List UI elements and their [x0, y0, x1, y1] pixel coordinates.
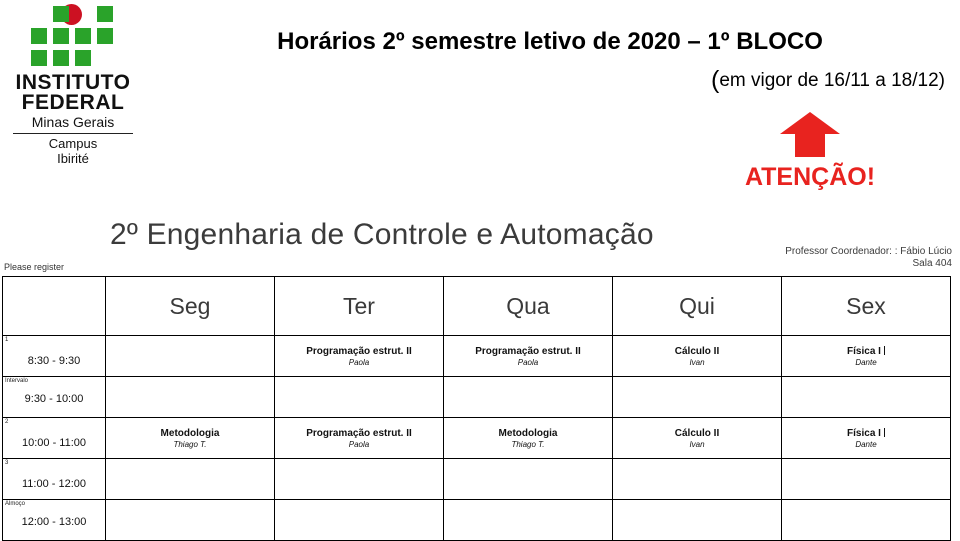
- register-note: Please register: [4, 262, 65, 272]
- class-subject: Metodologia: [160, 427, 220, 439]
- class-cell: [782, 418, 951, 459]
- logo-square-icon: [75, 50, 91, 66]
- class-cell: [106, 418, 275, 459]
- timeslot-index: 1: [5, 337, 9, 343]
- class-cell: [106, 336, 275, 377]
- class-cell: [613, 418, 782, 459]
- logo-square-icon: [53, 50, 69, 66]
- timeslot-label: 12:00 - 13:00: [21, 515, 87, 528]
- class-subject: Metodologia: [498, 427, 558, 439]
- class-cell: [782, 336, 951, 377]
- class-cell: [275, 336, 444, 377]
- class-cell: [106, 377, 275, 418]
- class-cell: [106, 500, 275, 541]
- logo-campus-label: Campus: [48, 136, 98, 151]
- class-cell: [613, 336, 782, 377]
- timeslot-index: 2: [5, 419, 9, 425]
- up-arrow-icon: [778, 110, 842, 158]
- timeslot-cell: [3, 418, 106, 459]
- class-cell: [444, 500, 613, 541]
- class-cell: [782, 459, 951, 500]
- timeslot-label: 10:00 - 11:00: [21, 436, 86, 449]
- page-title: Horários 2º semestre letivo de 2020 – 1º BLOCO: [277, 28, 823, 55]
- timetable: [2, 276, 951, 541]
- class-cell: [275, 418, 444, 459]
- class-cell: [275, 459, 444, 500]
- class-subject: Programação estrut. II: [306, 427, 412, 439]
- timetable-header-time: [3, 277, 106, 336]
- class-subject: Física I: [782, 346, 950, 358]
- class-professor: Ivan: [689, 357, 705, 367]
- coordinator-room: Sala 404: [912, 258, 952, 269]
- timeslot-cell: [3, 500, 106, 541]
- class-professor: Thiago T.: [511, 439, 545, 449]
- timeslot-index: Intervalo: [5, 378, 29, 384]
- table-row: [3, 500, 951, 541]
- class-professor: Ivan: [689, 439, 705, 449]
- logo-campus: [8, 136, 138, 166]
- logo-square-icon: [53, 6, 69, 22]
- page-subtitle: [150, 66, 945, 95]
- class-professor: Dante: [855, 357, 877, 367]
- logo-mark-icon: [31, 4, 115, 70]
- class-subject: Cálculo II: [674, 345, 720, 357]
- timeslot-index: Almoço: [5, 501, 26, 507]
- logo-campus-name: Ibirité: [57, 151, 89, 166]
- institution-logo: [8, 4, 138, 166]
- coordinator-name: Professor Coordenador: : Fábio Lúcio: [785, 246, 952, 257]
- timeslot-cell: [3, 377, 106, 418]
- class-cell: [782, 377, 951, 418]
- class-professor: Paola: [348, 439, 370, 449]
- table-row: [3, 377, 951, 418]
- class-cell: [613, 500, 782, 541]
- timetable-header-seg: Seg: [106, 277, 275, 336]
- timeslot-cell: [3, 459, 106, 500]
- table-row: [3, 336, 951, 377]
- class-subject: Cálculo II: [674, 427, 720, 439]
- logo-line1: INSTITUTO: [15, 71, 131, 94]
- course-coordinator: [785, 246, 952, 270]
- class-cell: [613, 377, 782, 418]
- class-cell: [613, 459, 782, 500]
- timetable-header-row: [3, 277, 951, 336]
- logo-institute-name: [8, 73, 138, 113]
- subtitle-text: em vigor de 16/11 a 18/12): [719, 70, 945, 91]
- logo-line2: FEDERAL: [21, 91, 125, 114]
- class-cell: [782, 500, 951, 541]
- logo-state: Minas Gerais: [31, 114, 115, 130]
- subtitle-open-paren: (: [710, 66, 720, 94]
- class-marker-icon: [884, 428, 885, 437]
- timeslot-label: 9:30 - 10:00: [24, 392, 84, 405]
- class-cell: [444, 418, 613, 459]
- logo-square-icon: [97, 28, 113, 44]
- logo-square-icon: [31, 28, 47, 44]
- class-cell: [106, 459, 275, 500]
- class-subject: Programação estrut. II: [475, 345, 581, 357]
- timetable-header-qua: Qua: [444, 277, 613, 336]
- timeslot-cell: [3, 336, 106, 377]
- logo-square-icon: [97, 6, 113, 22]
- attention-label: ATENÇÃO!: [744, 163, 876, 191]
- class-professor: Thiago T.: [173, 439, 207, 449]
- table-row: [3, 418, 951, 459]
- class-subject: Programação estrut. II: [306, 345, 412, 357]
- class-professor: Dante: [855, 439, 877, 449]
- timetable-header-ter: Ter: [275, 277, 444, 336]
- class-professor: Paola: [348, 357, 370, 367]
- logo-square-icon: [31, 50, 47, 66]
- logo-square-icon: [75, 28, 91, 44]
- timetable-header-sex: Sex: [782, 277, 951, 336]
- class-cell: [444, 336, 613, 377]
- table-row: [3, 459, 951, 500]
- timeslot-label: 8:30 - 9:30: [27, 354, 81, 367]
- logo-square-icon: [53, 28, 69, 44]
- class-cell: [444, 377, 613, 418]
- class-cell: [275, 377, 444, 418]
- class-marker-icon: [884, 346, 885, 355]
- timetable-header-qui: Qui: [613, 277, 782, 336]
- class-professor: Paola: [517, 357, 539, 367]
- class-cell: [444, 459, 613, 500]
- timeslot-label: 11:00 - 12:00: [21, 477, 86, 490]
- class-cell: [275, 500, 444, 541]
- logo-divider: [13, 133, 133, 134]
- class-subject: Física I: [782, 428, 950, 440]
- course-title: 2º Engenharia de Controle e Automação: [110, 218, 654, 251]
- timeslot-index: 3: [5, 460, 9, 466]
